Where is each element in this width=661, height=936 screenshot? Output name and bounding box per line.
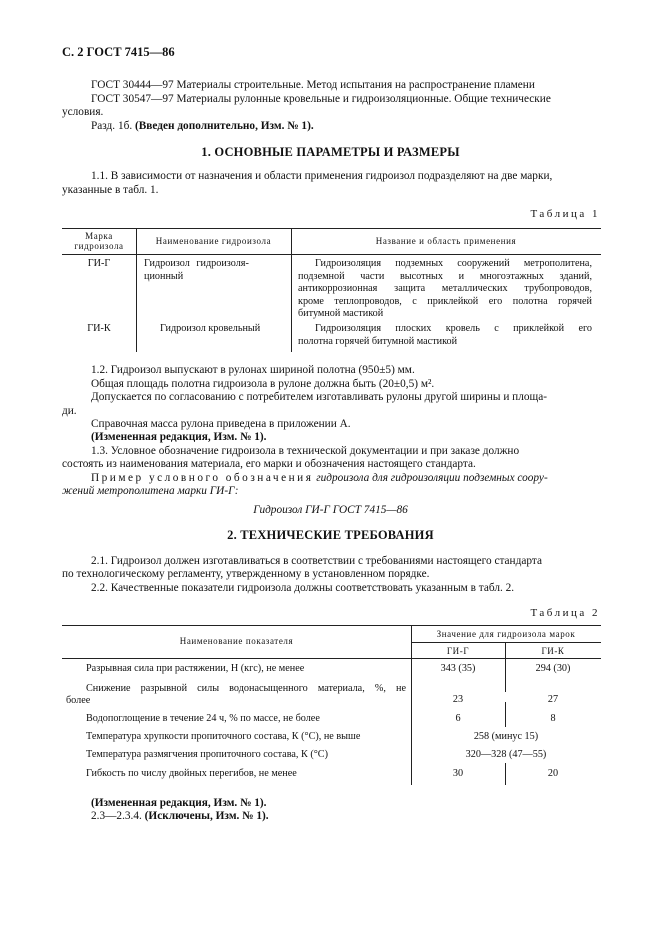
exclusion-prefix: 2.3—2.3.4. (91, 810, 142, 822)
table-cell-line: Гидроизоляция плоских кровель с приклейкой его (315, 323, 592, 334)
section-title: 1. ОСНОВНЫЕ ПАРАМЕТРЫ И РАЗМЕРЫ (201, 145, 460, 159)
paragraph: по технологическому регламенту, утвержденному в установленном порядке. (62, 568, 430, 580)
paragraph: 2.2. Качественные показатели гидроизола должны соответствовать указанным в табл. 2. (91, 582, 515, 594)
table-cell: ционный (144, 271, 184, 282)
paragraph: 1.1. В зависимости от назначения и области применения гидроизол подразделяют на две марки, (91, 170, 553, 182)
table-rule (62, 254, 601, 255)
exclusion-note (91, 810, 269, 823)
paragraph: Общая площадь полотна гидроизола в рулоне должна быть (20±0,5) м². (91, 378, 435, 390)
table-cell: 30 (452, 768, 464, 779)
column-header: Название и область применения (375, 236, 517, 246)
paragraph: указанные в табл. 1. (62, 184, 159, 196)
example-text: жений метрополитена марки ГИ-Г: (62, 485, 239, 497)
column-header: Наименование показателя (179, 636, 294, 646)
table-cell: Температура хрупкости пропиточного состава, К (°С), не выше (86, 731, 361, 742)
table-cell-multiline (298, 323, 592, 348)
table-cell: Снижение разрывной силы водонасыщенного материала, %, не (86, 683, 406, 694)
table-rule (411, 642, 601, 643)
table-cell: ГИ-Г (87, 258, 111, 269)
amendment-note (91, 120, 314, 133)
table-cell-line: Гидроизоляция подземных сооружений метрополитена, (315, 258, 592, 269)
column-header: ГИ-Г (446, 646, 470, 656)
table-rule (62, 625, 601, 626)
table-cell: 258 (минус 15) (473, 731, 539, 742)
table-caption: Таблица 2 (530, 607, 600, 619)
paragraph: Справочная масса рулона приведена в приложении А. (91, 418, 351, 430)
table-cell: Разрывная сила при растяжении, Н (кгс), не менее (86, 663, 305, 674)
table-cell-line: антикоррозионная защита металлических трубопроводов, (298, 283, 592, 294)
table-cell-line: подземной части высотных и многоэтажных зданий, (298, 270, 592, 282)
example-line (91, 472, 548, 485)
amendment-bold: (Введен дополнительно, Изм. № 1). (135, 120, 314, 132)
table-cell: 27 (547, 694, 559, 705)
edition-note: (Измененная редакция, Изм. № 1). (91, 431, 267, 443)
edition-note: (Измененная редакция, Изм. № 1). (91, 797, 267, 809)
column-header: ГИ-К (541, 646, 565, 656)
column-header: Марка (85, 231, 113, 241)
table-caption: Таблица 1 (530, 208, 600, 220)
table-rule (62, 228, 601, 229)
table-cell: ГИ-К (87, 323, 111, 334)
paragraph: 1.2. Гидроизол выпускают в рулонах шириной полотна (950±5) мм. (91, 364, 415, 376)
table-cell: более (66, 695, 91, 706)
example-text: гидроизола для гидроизоляции подземных соору- (313, 472, 548, 484)
table-cell-line: битумной мастикой (298, 308, 384, 319)
ref-line: ГОСТ 30444—97 Материалы строительные. Метод испытания на распространение пламени (91, 79, 535, 91)
column-header: Наименование гидроизола (155, 236, 272, 246)
table-cell: Гибкость по числу двойных перегибов, не менее (86, 768, 297, 779)
table-cell: 23 (452, 694, 464, 705)
paragraph: 2.1. Гидроизол должен изготавливаться в соответствии с требованиями настоящего стандарта (91, 555, 542, 567)
paragraph: Допускается по согласованию с потребителем изготавливать рулоны другой ширины и площа- (91, 391, 547, 403)
ref-line: условия. (62, 106, 104, 118)
table-rule (62, 658, 601, 659)
page-header: С. 2 ГОСТ 7415—86 (62, 45, 175, 59)
table-cell: Водопоглощение в течение 24 ч, % по массе, не более (86, 713, 320, 724)
table-cell-line: полотна горячей битумной мастикой (298, 335, 458, 347)
table-cell: 8 (550, 713, 556, 724)
table-cell: 6 (455, 713, 461, 724)
table-cell: 320—328 (47—55) (465, 749, 547, 760)
table-cell: 20 (547, 768, 559, 779)
paragraph: состоять из наименования материала, его марки и обозначения настоящего стандарта. (62, 458, 476, 470)
example-label: Пример условного обозначения (91, 472, 314, 484)
table-cell-multiline (298, 258, 592, 321)
table-cell: Гидроизол кровельный (160, 323, 261, 334)
section-title: 2. ТЕХНИЧЕСКИЕ ТРЕБОВАНИЯ (227, 528, 434, 542)
paragraph: 1.3. Условное обозначение гидроизола в технической документации и при заказе должно (91, 445, 520, 457)
designation: Гидроизол ГИ-Г ГОСТ 7415—86 (253, 504, 408, 516)
table-cell-line: кроме теплопроводов, с приклейкой его полотна горячей (298, 295, 592, 307)
column-header: Значение для гидроизола марок (436, 629, 576, 639)
table-cell: Температура размягчения пропиточного состава, К (°С) (86, 749, 328, 760)
column-header: гидроизола (74, 241, 124, 251)
table-cell: Гидроизол гидроизоля- (144, 258, 249, 269)
ref-line: ГОСТ 30547—97 Материалы рулонные кровельные и гидроизоляционные. Общие технические (91, 93, 551, 105)
table-cell: 343 (35) (440, 663, 476, 674)
paragraph: ди. (62, 405, 77, 417)
amendment-prefix: Разд. 1б. (91, 120, 133, 132)
exclusion-bold: (Исключены, Изм. № 1). (144, 810, 269, 822)
table-cell: 294 (30) (535, 663, 571, 674)
